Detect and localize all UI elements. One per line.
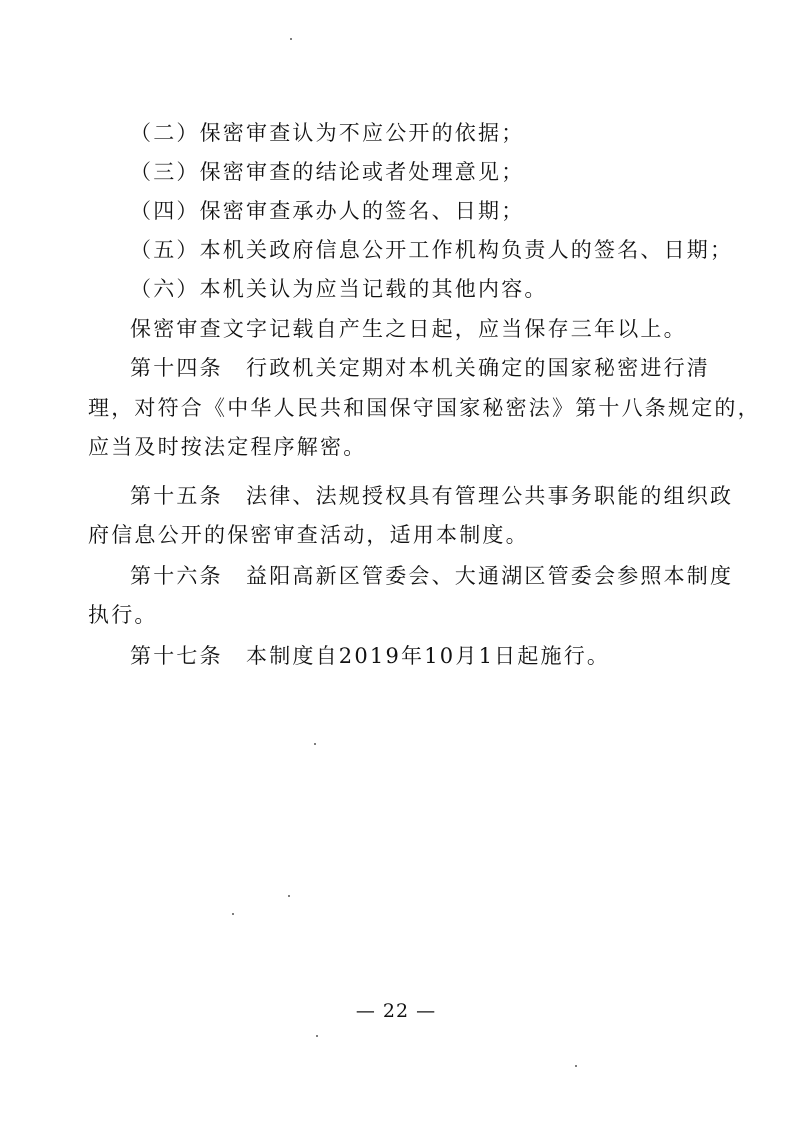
article-14-line-2: 理，对符合《中华人民共和国保守国家秘密法》第十八条规定的， <box>88 396 761 420</box>
scan-speck <box>316 1035 318 1037</box>
scan-speck <box>290 38 292 40</box>
clause-6: （六）本机关认为应当记载的其他内容。 <box>130 277 548 301</box>
scan-speck <box>575 1065 577 1067</box>
scan-speck <box>314 743 316 745</box>
clause-3: （三）保密审查的结论或者处理意见； <box>130 160 525 184</box>
page-number: — 22 — <box>355 1000 437 1022</box>
scan-speck <box>232 913 234 915</box>
clause-2: （二）保密审查认为不应公开的依据； <box>130 121 525 145</box>
clause-5: （五）本机关政府信息公开工作机构负责人的签名、日期； <box>130 238 734 262</box>
article-14-line-1: 第十四条 行政机关定期对本机关确定的国家秘密进行清 <box>130 356 710 380</box>
article-15-line-2: 府信息公开的保密审查活动，适用本制度。 <box>88 523 529 547</box>
article-17: 第十七条 本制度自2019年10月1日起施行。 <box>130 644 611 668</box>
article-15-line-1: 第十五条 法律、法规授权具有管理公共事务职能的组织政 <box>130 484 734 508</box>
retention-paragraph: 保密审查文字记载自产生之日起，应当保存三年以上。 <box>130 317 687 341</box>
article-16-line-2: 执行。 <box>88 603 158 627</box>
article-14-line-3: 应当及时按法定程序解密。 <box>88 435 367 459</box>
scan-speck <box>288 895 290 897</box>
article-16-line-1: 第十六条 益阳高新区管委会、大通湖区管委会参照本制度 <box>130 564 734 588</box>
clause-4: （四）保密审查承办人的签名、日期； <box>130 199 525 223</box>
